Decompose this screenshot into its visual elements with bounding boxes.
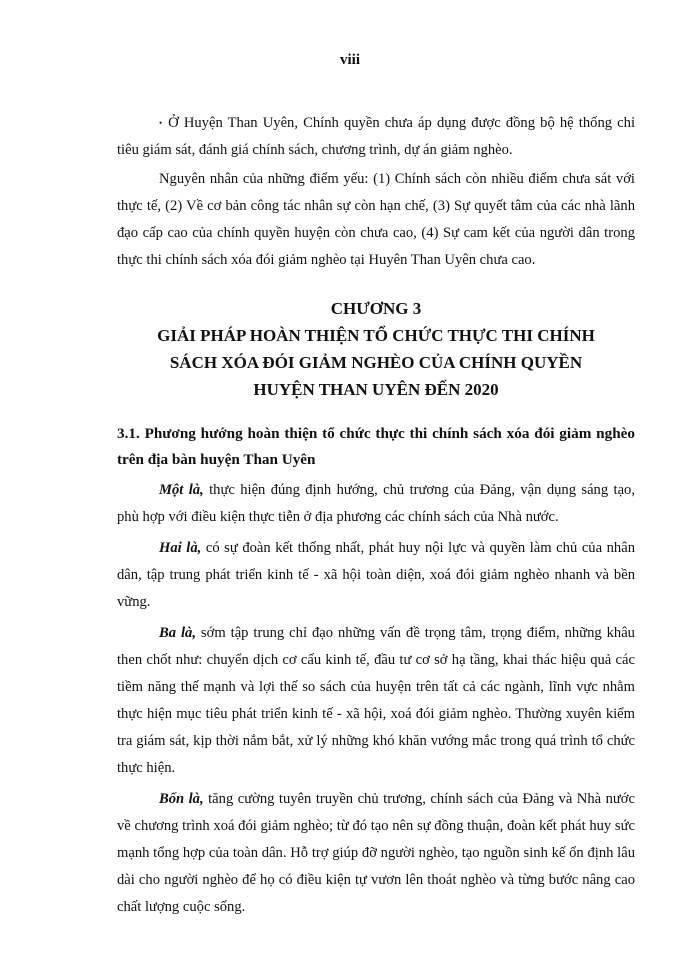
point-lead-1: Một là,	[159, 482, 204, 499]
point-lead-2: Hai là,	[159, 540, 202, 557]
intro-paragraph-1	[117, 110, 635, 164]
point-lead-4: Bốn là,	[159, 791, 204, 808]
point-lead-3: Ba là,	[159, 625, 196, 642]
point-text-3: sớm tập trung chỉ đạo những vấn đề trọng tâm, trọng điểm, những khâu then chốt như: chuyển dịch cơ cấu kinh tế, đầu tư cơ sở hạ tầng, khai thác hiệu quả các tiềm năng thế mạnh và lợi thế so sách của huyện trên tất cả các ngành, lĩnh vực nhằm thực hiện mục tiêu phát triển kinh tế - xã hội, xoá đói giảm nghèo. Thường xuyên kiểm tra giám sát, kịp thời nắm bắt, xử lý những khó khăn vướng mắc trong quá trình tổ chức thực hiện.	[117, 625, 635, 777]
chapter-title-line-2: SÁCH XÓA ĐÓI GIẢM NGHÈO CỦA CHÍNH QUYỀN	[169, 353, 583, 373]
point-paragraph-2	[117, 535, 635, 616]
point-text-1: thực hiện đúng định hướng, chủ trương của Đảng, vận dụng sáng tạo, phù hợp với điều kiện thực tiễn ở địa phương các chính sách của Nhà nước.	[117, 482, 636, 526]
body-text	[117, 110, 635, 925]
point-paragraph-4	[117, 786, 635, 921]
page-number: viii	[339, 52, 360, 68]
chapter-title-line-1: GIẢI PHÁP HOÀN THIỆN TỔ CHỨC THỰC THI CHÍNH	[157, 326, 595, 346]
intro-paragraph-2: Nguyên nhân của những điểm yếu: (1) Chính sách còn nhiều điểm chưa sát với thực tế, (2) Về cơ bản công tác nhân sự còn hạn chế, (3) Sự quyết tâm của các nhà lãnh đạo cấp cao của chính quyền huyện còn chưa cao, (4) Sự cam kết của người dân trong thực thi chính sách xóa đói giảm nghèo tại Huyên Than Uyên chưa cao.	[117, 171, 635, 269]
chapter-label: CHƯƠNG 3	[330, 299, 422, 319]
point-paragraph-3	[117, 620, 635, 782]
bullet-icon: •	[159, 118, 163, 129]
point-text-2: có sự đoàn kết thống nhất, phát huy nội lực và quyền làm chủ của nhân dân, tập trung phát triển kinh tế - xã hội toàn diện, xoá đói giảm nghèo nhanh và bền vững.	[117, 540, 635, 611]
point-paragraph-1	[117, 477, 635, 531]
chapter-heading	[117, 295, 635, 403]
intro-paragraph-1-text: Ở Huyện Than Uyên, Chính quyền chưa áp dụng được đồng bộ hệ thống chỉ tiêu giám sát, đánh giá chính sách, chương trình, dự án giảm nghèo.	[117, 115, 635, 159]
section-title: 3.1. Phương hướng hoàn thiện tổ chức thực thi chính sách xóa đói giảm nghèo trên địa bàn huyện Than Uyên	[117, 425, 635, 469]
point-text-4: tăng cường tuyên truyền chủ trương, chính sách của Đảng và Nhà nước về chương trình xoá đói giảm nghèo; từ đó tạo nên sự đồng thuận, đoàn kết phát huy sức mạnh tổng hợp của toàn dân. Hỗ trợ giúp đỡ người nghèo, tạo nguồn sinh kế ổn định lâu dài cho người nghèo để họ có điều kiện tự vươn lên thoát nghèo và từng bước nâng cao chất lượng cuộc sống.	[117, 791, 635, 916]
chapter-title-line-3: HUYỆN THAN UYÊN ĐẾN 2020	[253, 380, 499, 400]
